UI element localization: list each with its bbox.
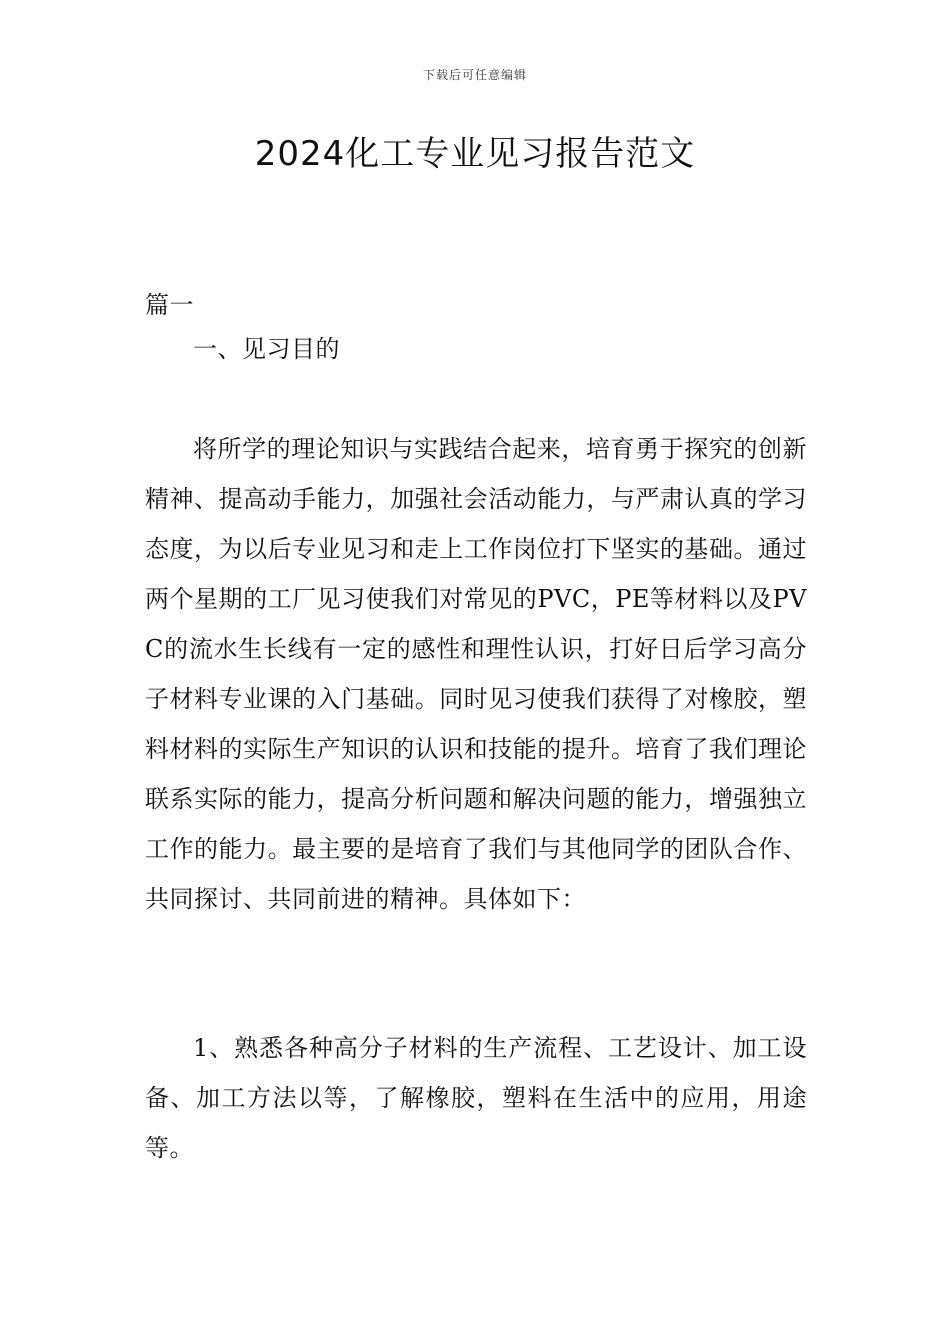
body-paragraph-purpose: 将所学的理论知识与实践结合起来，培育勇于探究的创新精神、提高动手能力，加强社会活动能力，与严肃认真的学习态度，为以后专业见习和走上工作岗位打下坚实的基础。通过两个星期的工厂见习使我们对常见的PVC，PE等材料以及PVC的流水生长线有一定的感性和理性认识，打好日后学习高分子材料专业课的入门基础。同时见习使我们获得了对橡胶，塑料材料的实际生产知识的认识和技能的提升。培育了我们理论联系实际的能力，提高分析问题和解决问题的能力，增强独立工作的能力。最主要的是培育了我们与其他同学的团队合作、共同探讨、共同前进的精神。具体如下：	[145, 435, 807, 913]
section-label: 篇一	[145, 291, 194, 319]
section-heading: 一、见习目的	[193, 335, 340, 363]
body-paragraph-item-1: 1、熟悉各种高分子材料的生产流程、工艺设计、加工设备、加工方法以等，了解橡胶，塑料在生活中的应用，用途等。	[145, 1034, 807, 1162]
header-note: 下载后可任意编辑	[422, 68, 527, 82]
document-title: 2024化工专业见习报告范文	[254, 134, 696, 174]
